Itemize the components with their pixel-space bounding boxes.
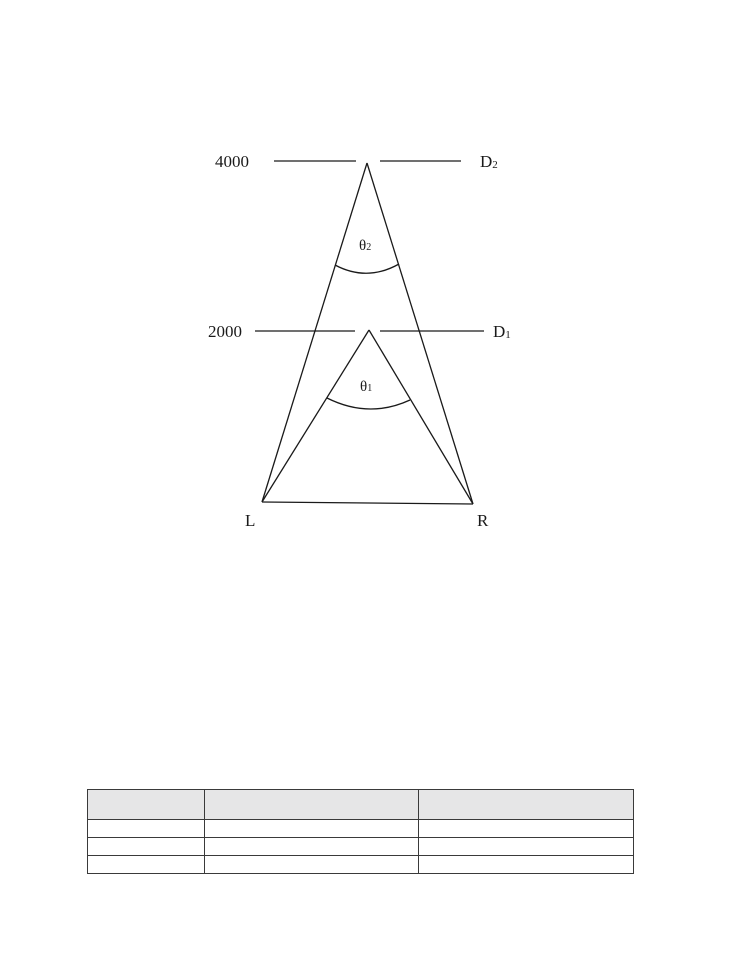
outer-triangle-left-side <box>262 163 367 502</box>
table-header-cell <box>419 790 634 820</box>
level-2000-label: 2000 <box>208 322 242 341</box>
table-cell <box>88 856 205 874</box>
theta-1-label: θ1 <box>360 379 373 395</box>
point-r-label: R <box>477 511 489 530</box>
table-header-row <box>88 790 634 820</box>
point-l-label: L <box>245 511 256 530</box>
table-cell <box>419 838 634 856</box>
table-cell <box>88 838 205 856</box>
table-row <box>88 838 634 856</box>
level-4000-label: 4000 <box>215 152 249 171</box>
table-header-cell <box>88 790 205 820</box>
inner-triangle-right-side <box>369 330 473 504</box>
table-row <box>88 820 634 838</box>
table-cell <box>205 838 419 856</box>
d1-label: D1 <box>493 322 511 341</box>
table-cell <box>205 856 419 874</box>
outer-triangle-right-side <box>367 163 473 504</box>
baseline-lr <box>262 502 473 504</box>
table-row <box>88 856 634 874</box>
data-table <box>87 789 634 874</box>
theta-2-label: θ2 <box>359 238 372 254</box>
d2-label: D2 <box>480 152 498 171</box>
table-cell <box>88 820 205 838</box>
theta-2-arc <box>335 264 399 273</box>
inner-triangle-left-side <box>262 330 369 502</box>
table-header-cell <box>205 790 419 820</box>
table-cell <box>205 820 419 838</box>
table-cell <box>419 820 634 838</box>
theta-1-arc <box>327 398 410 409</box>
table-cell <box>419 856 634 874</box>
